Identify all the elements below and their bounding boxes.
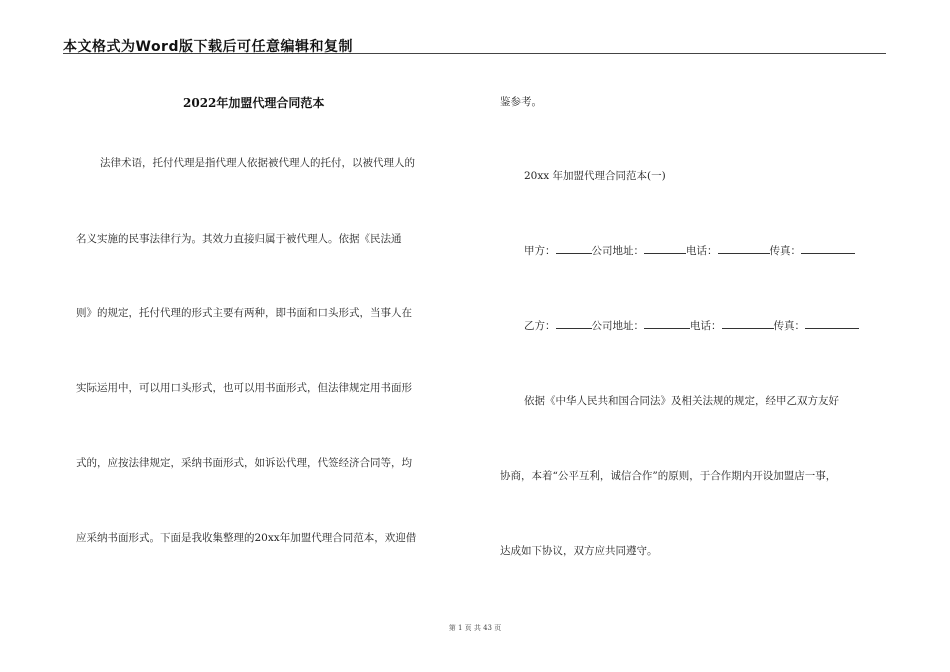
section-title: 20xx 年加盟代理合同范本(一) xyxy=(524,170,666,182)
party-b-name-blank xyxy=(556,318,592,329)
party-b-fax-blank xyxy=(805,318,859,329)
page-number-footer: 第 1 页 共 43 页 xyxy=(448,624,502,632)
document-title: 2022年加盟代理合同范本 xyxy=(183,96,325,110)
left-paragraph-line: 实际运用中，可以用口头形式，也可以用书面形式，但法律规定用书面形 xyxy=(76,382,412,394)
party-a-label: 甲方： xyxy=(524,245,556,257)
party-b-phone-blank xyxy=(722,318,774,329)
right-continuation-line: 鉴参考。 xyxy=(500,96,542,108)
party-a-phone-blank xyxy=(718,243,770,254)
left-paragraph-line: 式的，应按法律规定，采纳书面形式，如诉讼代理，代签经济合同等，均 xyxy=(76,457,412,469)
left-paragraph-line: 名义实施的民事法律行为。其效力直接归属于被代理人。依据《民法通 xyxy=(76,233,402,245)
party-b-label: 乙方： xyxy=(524,320,556,332)
party-b-fax-label: 传真： xyxy=(773,320,805,332)
party-b-phone-label: 电话： xyxy=(690,320,722,332)
party-a-address-blank xyxy=(644,243,686,254)
party-b-address-label: 公司地址： xyxy=(591,320,644,332)
left-paragraph-line: 法律术语，托付代理是指代理人依据被代理人的托付，以被代理人的 xyxy=(100,157,415,169)
party-b-row xyxy=(524,318,859,333)
party-a-phone-label: 电话： xyxy=(686,245,718,257)
party-a-fax-label: 传真： xyxy=(769,245,801,257)
right-paragraph-line: 协商，本着“公平互利，诚信合作”的原则，于合作期内开设加盟店一事， xyxy=(500,470,837,482)
right-paragraph-line: 依据《中华人民共和国合同法》及相关法规的规定，经甲乙双方友好 xyxy=(524,395,839,407)
right-paragraph-line: 达成如下协议，双方应共同遵守。 xyxy=(500,545,658,557)
left-paragraph-line: 应采纳书面形式。下面是我收集整理的20xx年加盟代理合同范本，欢迎借 xyxy=(76,532,417,544)
party-b-address-blank xyxy=(644,318,690,329)
party-a-fax-blank xyxy=(801,243,855,254)
party-a-row xyxy=(524,243,855,258)
left-paragraph-line: 则》的规定，托付代理的形式主要有两种，即书面和口头形式，当事人在 xyxy=(76,307,412,319)
party-a-name-blank xyxy=(556,243,592,254)
header-divider xyxy=(63,53,886,54)
party-a-address-label: 公司地址： xyxy=(591,245,644,257)
document-header: 本文格式为Word版下载后可任意编辑和复制 xyxy=(63,39,353,55)
